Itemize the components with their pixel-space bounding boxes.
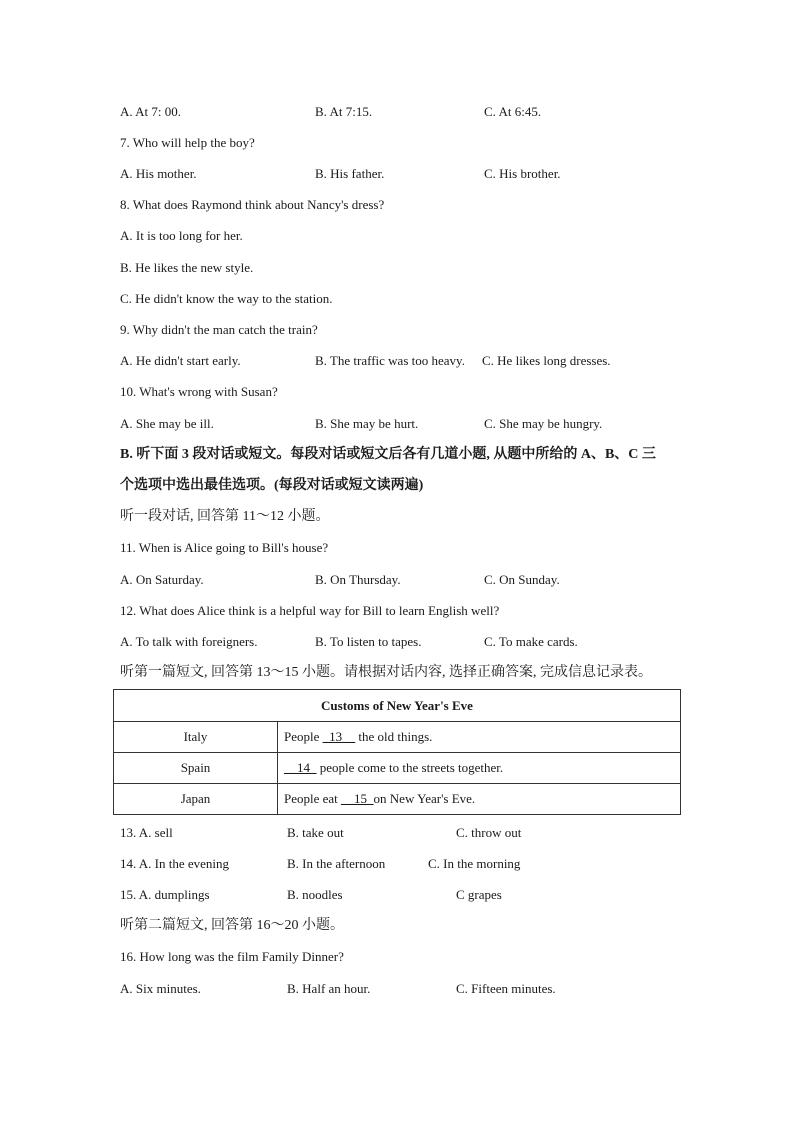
table-row [114,722,681,753]
q16-option-c: C. Fifteen minutes. [456,981,556,996]
q10-option-c: C. She may be hungry. [484,416,603,431]
q10-option-b: B. She may be hurt. [315,416,419,431]
q8-option-c: C. He didn't know the way to the station. [120,291,333,306]
table-row [114,753,681,784]
passage1-intro: 听第一篇短文, 回答第 13～15 小题。请根据对话内容, 选择正确答案, 完成信息记录表。 [120,665,652,680]
q6-option-b: B. At 7:15. [315,104,373,119]
q7-question: 7. Who will help the boy? [120,135,255,150]
q7-option-a: A. His mother. [120,166,197,181]
q11-question: 11. When is Alice going to Bill's house? [120,540,329,555]
q13-option-c: C. throw out [456,825,522,840]
q10-option-a: A. She may be ill. [120,416,214,431]
q16-option-b: B. Half an hour. [287,981,371,996]
q11-option-a: A. On Saturday. [120,572,204,587]
q13-option-a: 13. A. sell [120,825,173,840]
q14-option-a: 14. A. In the evening [120,856,230,871]
q15-option-c: C grapes [456,887,502,902]
blank-13: _13__ [322,729,356,744]
q7-option-c: C. His brother. [484,166,561,181]
table-cell-country: Italy [114,722,278,753]
q15-option-a: 15. A. dumplings [120,887,210,902]
table-cell-custom: People _13__ the old things. [278,722,681,753]
q8-option-b: B. He likes the new style. [120,260,254,275]
q12-option-a: A. To talk with foreigners. [120,634,258,649]
table-title: Customs of New Year's Eve [114,690,681,722]
q12-option-c: C. To make cards. [484,634,578,649]
q6-option-a: A. At 7: 00. [120,104,182,119]
table-cell-country: Japan [114,784,278,815]
q8-option-a: A. It is too long for her. [120,228,243,243]
section-b-instructions-line2: 个选项中选出最佳选项。(每段对话或短文读两遍) [120,478,424,493]
section-b-instructions-line1: B. 听下面 3 段对话或短文。每段对话或短文后各有几道小题, 从题中所给的 A、B、C 三 [120,447,656,462]
q16-question: 16. How long was the film Family Dinner? [120,949,344,964]
q16-option-a: A. Six minutes. [120,981,201,996]
passage2-intro: 听第二篇短文, 回答第 16～20 小题。 [120,918,344,933]
q11-option-b: B. On Thursday. [315,572,401,587]
q9-option-b: B. The traffic was too heavy. [315,353,465,368]
dialogue-intro: 听一段对话, 回答第 11～12 小题。 [120,509,330,524]
table-cell-custom: __14_ people come to the streets together. [278,753,681,784]
q8-question: 8. What does Raymond think about Nancy's dress? [120,197,385,212]
table-row [114,784,681,815]
q15-option-b: B. noodles [287,887,343,902]
q12-question: 12. What does Alice think is a helpful way for Bill to learn English well? [120,603,500,618]
blank-14: __14_ [284,760,317,775]
q9-option-c: C. He likes long dresses. [482,353,611,368]
q10-question: 10. What's wrong with Susan? [120,384,278,399]
q9-question: 9. Why didn't the man catch the train? [120,322,318,337]
table-cell-custom: People eat __15_on New Year's Eve. [278,784,681,815]
q14-option-b: B. In the afternoon [287,856,386,871]
customs-table [113,689,681,815]
blank-15: __15_ [341,791,374,806]
q14-option-c: C. In the morning [428,856,521,871]
q13-option-b: B. take out [287,825,344,840]
q11-option-c: C. On Sunday. [484,572,560,587]
q9-option-a: A. He didn't start early. [120,353,241,368]
q6-option-c: C. At 6:45. [484,104,542,119]
q7-option-b: B. His father. [315,166,385,181]
q12-option-b: B. To listen to tapes. [315,634,422,649]
table-cell-country: Spain [114,753,278,784]
